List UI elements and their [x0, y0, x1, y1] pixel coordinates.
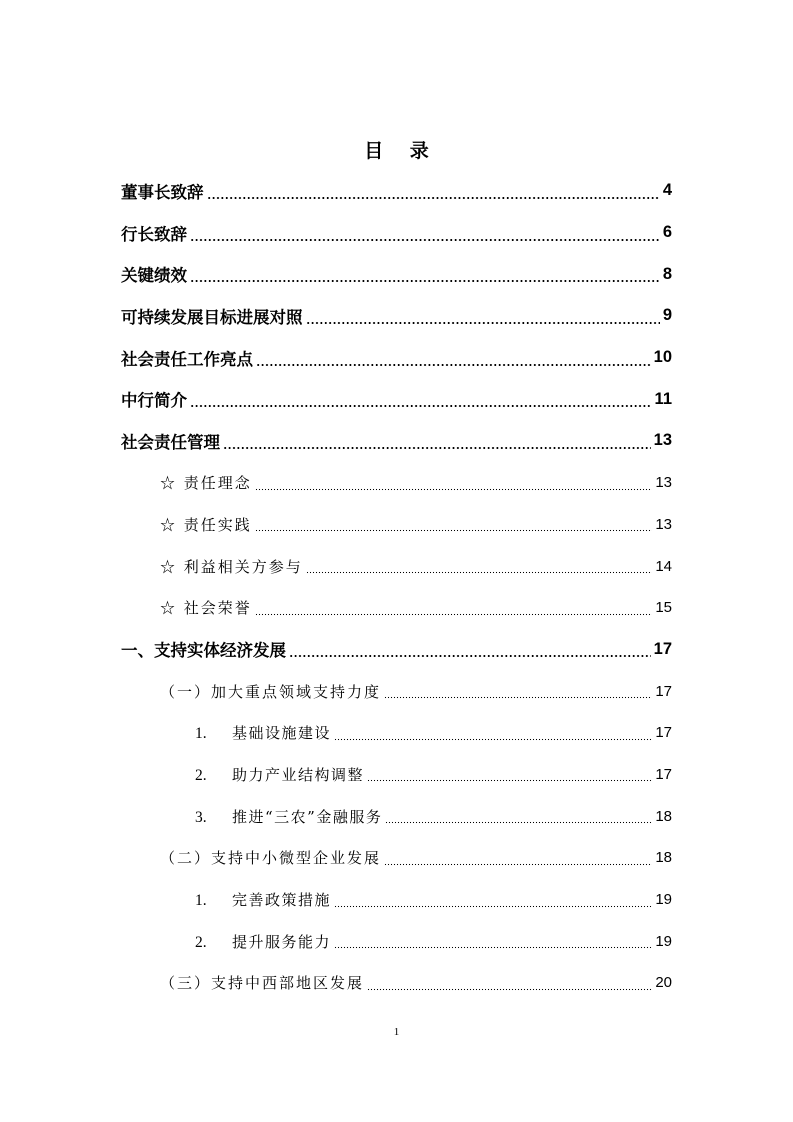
toc-subsubentry[interactable] — [0, 754, 793, 796]
toc-entry-label: 基础设施建设 — [232, 724, 332, 743]
toc-entry-text — [195, 722, 331, 743]
toc-entry-text: 可持续发展目标进展对照 — [121, 307, 303, 327]
dot-leader — [289, 644, 651, 658]
toc-entry-number: 2. — [195, 933, 207, 951]
toc-title: 目 录 — [364, 140, 439, 162]
toc-entry-text: 董事长致辞 — [121, 182, 204, 202]
dot-leader — [190, 269, 660, 283]
dot-leader — [255, 604, 653, 616]
toc-entry[interactable] — [0, 337, 793, 379]
toc-entry-text — [195, 889, 331, 910]
toc-entry-text: 一、支持实体经济发展 — [121, 641, 286, 661]
toc-entry-text: 中行简介 — [121, 391, 187, 411]
toc-entry-label: 助力产业结构调整 — [232, 765, 365, 784]
toc-entry-page: 19 — [655, 932, 672, 950]
dot-leader — [367, 770, 652, 782]
toc-entry-number: 1. — [195, 725, 207, 743]
toc-entry-page: 17 — [653, 639, 672, 658]
toc-entry-page: 10 — [653, 348, 672, 367]
toc-entry-page: 11 — [654, 389, 672, 408]
toc-entry-label: 提升服务能力 — [232, 932, 332, 951]
toc-entry-page: 13 — [655, 474, 672, 492]
toc-entry-number: 2. — [195, 766, 207, 784]
dot-leader — [385, 812, 652, 824]
table-of-contents — [0, 170, 793, 1004]
toc-entry-page: 8 — [662, 264, 672, 283]
toc-entry-page: 17 — [655, 682, 672, 700]
toc-entry-page: 9 — [662, 306, 672, 325]
dot-leader — [384, 854, 652, 866]
toc-entry-text — [195, 764, 364, 785]
toc-entry-page: 20 — [655, 974, 672, 992]
toc-entry-text: ☆ 责任实践 — [160, 515, 252, 534]
toc-entry-text: ☆ 社会荣誉 — [160, 599, 252, 618]
toc-entry-page: 17 — [655, 724, 672, 742]
toc-entry-page: 15 — [655, 599, 672, 617]
toc-subentry[interactable] — [0, 837, 793, 879]
toc-subsubentry[interactable] — [0, 712, 793, 754]
toc-entry-number: 1. — [195, 892, 207, 910]
toc-entry-page: 4 — [662, 181, 672, 200]
toc-subsubentry[interactable] — [0, 920, 793, 962]
toc-entry-page: 17 — [655, 765, 672, 783]
toc-entry-page: 18 — [655, 807, 672, 825]
toc-entry[interactable] — [0, 378, 793, 420]
dot-leader — [255, 479, 653, 491]
toc-subsubentry[interactable] — [0, 879, 793, 921]
toc-entry-page: 18 — [655, 849, 672, 867]
footer-page-number: 1 — [393, 1026, 400, 1038]
toc-subentry[interactable] — [0, 462, 793, 504]
toc-entry-number: 3. — [195, 808, 207, 826]
toc-entry-text — [195, 806, 382, 827]
dot-leader — [384, 687, 652, 699]
dot-leader — [334, 896, 652, 908]
toc-entry[interactable] — [0, 295, 793, 337]
toc-entry-text: 社会责任工作亮点 — [121, 349, 253, 369]
toc-entry-page: 19 — [655, 891, 672, 909]
toc-entry-label: 完善政策措施 — [232, 891, 332, 910]
toc-entry[interactable] — [0, 420, 793, 462]
dot-leader — [256, 353, 651, 367]
dot-leader — [223, 436, 651, 450]
dot-leader — [190, 394, 652, 408]
toc-subentry[interactable] — [0, 962, 793, 1004]
toc-subentry[interactable] — [0, 587, 793, 629]
toc-entry-page: 13 — [653, 431, 672, 450]
dot-leader — [306, 562, 653, 574]
toc-subentry[interactable] — [0, 545, 793, 587]
dot-leader — [190, 228, 660, 242]
toc-entry-page: 6 — [662, 223, 672, 242]
toc-entry-page: 13 — [655, 515, 672, 533]
toc-entry[interactable] — [0, 170, 793, 212]
dot-leader — [334, 729, 652, 741]
dot-leader — [306, 311, 660, 325]
toc-entry[interactable] — [0, 629, 793, 671]
toc-subsubentry[interactable] — [0, 795, 793, 837]
toc-subentry[interactable] — [0, 670, 793, 712]
toc-entry-label: 推进“三农”金融服务 — [232, 807, 383, 826]
toc-entry[interactable] — [0, 253, 793, 295]
dot-leader — [207, 186, 660, 200]
toc-entry-text: （二）支持中小微型企业发展 — [160, 849, 382, 868]
toc-entry-text: （一）加大重点领域支持力度 — [160, 682, 382, 701]
dot-leader — [255, 520, 653, 532]
toc-entry-text: （三）支持中西部地区发展 — [160, 974, 365, 993]
toc-entry-text: ☆ 责任理念 — [160, 474, 252, 493]
toc-subentry[interactable] — [0, 504, 793, 546]
toc-entry-text: 关键绩效 — [121, 266, 187, 286]
toc-entry-page: 14 — [655, 557, 672, 575]
toc-entry[interactable] — [0, 212, 793, 254]
toc-entry-text: 行长致辞 — [121, 224, 187, 244]
dot-leader — [334, 937, 652, 949]
toc-entry-text: ☆ 利益相关方参与 — [160, 557, 303, 576]
toc-entry-text — [195, 931, 331, 952]
dot-leader — [367, 979, 652, 991]
toc-entry-text: 社会责任管理 — [121, 432, 220, 452]
